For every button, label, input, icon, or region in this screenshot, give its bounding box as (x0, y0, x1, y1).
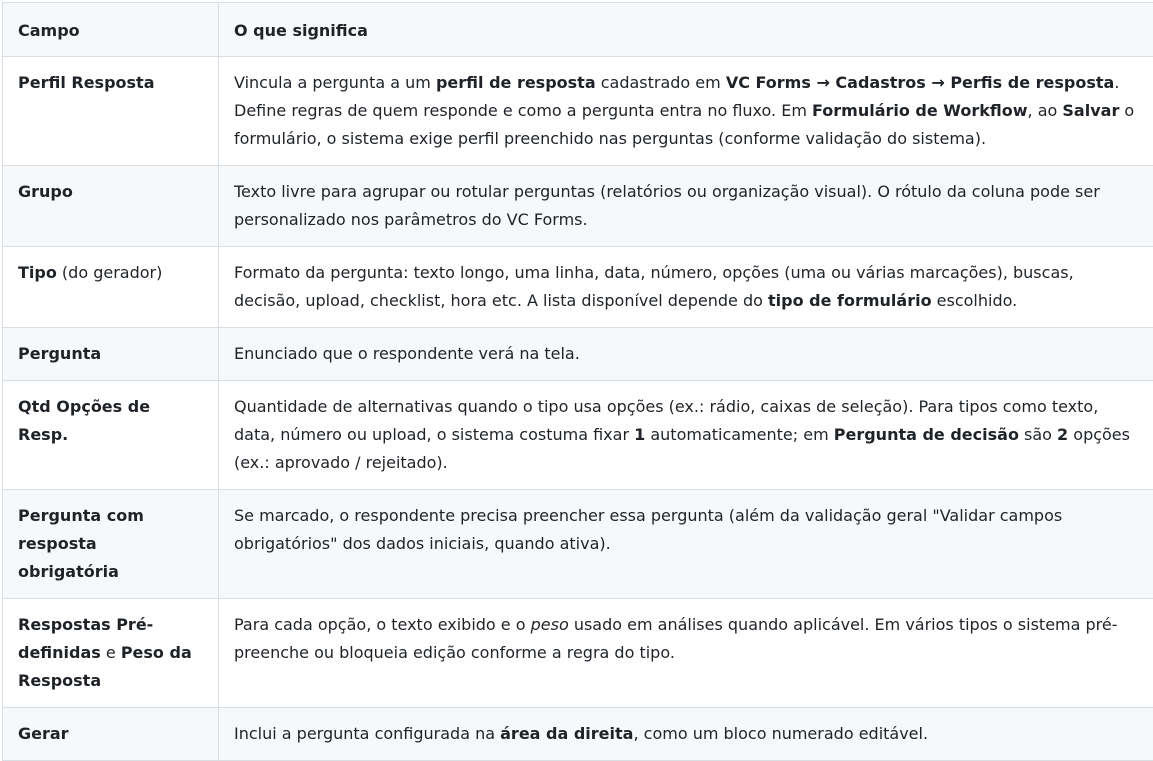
table-row (3, 57, 1153, 166)
field-name: Gerar (18, 724, 69, 743)
description-bold-text: Salvar (1062, 101, 1119, 120)
field-name: Pergunta com resposta obrigatória (18, 506, 144, 581)
description-text: Vincula a pergunta a um (234, 73, 436, 92)
description-text: Para cada opção, o texto exibido e o (234, 615, 531, 634)
description-italic-text: peso (531, 615, 569, 634)
field-description-cell (219, 490, 1153, 599)
field-description-cell (219, 381, 1153, 490)
field-name-connector: e (101, 643, 121, 662)
fields-table (2, 2, 1153, 761)
description-text: usado em análises quando aplicável. Em vários tipos o sistema pré-preenche ou bloqueia edição conforme a regra do tipo. (234, 615, 1118, 662)
field-name: Grupo (18, 182, 73, 201)
description-text: , ao (1028, 101, 1063, 120)
description-text: Formato da pergunta: texto longo, uma linha, data, número, opções (uma ou várias marcações), buscas, decisão, upload, checklist, hora etc. A lista disponível depende do (234, 263, 1074, 310)
field-name: Perfil Resposta (18, 73, 155, 92)
field-description-cell (219, 57, 1153, 166)
field-name: Respostas Pré-definidas (18, 615, 153, 662)
field-name-cell (3, 381, 219, 490)
field-name-cell (3, 57, 219, 166)
field-name-cell (3, 328, 219, 381)
description-text: cadastrado em (596, 73, 726, 92)
field-description-cell (219, 166, 1153, 247)
table-row (3, 247, 1153, 328)
table-row (3, 381, 1153, 490)
header-campo: Campo (3, 3, 219, 57)
field-name-suffix: (do gerador) (57, 263, 163, 282)
field-name-cell (3, 599, 219, 708)
field-description-cell (219, 247, 1153, 328)
field-name: Tipo (18, 263, 57, 282)
description-bold-text: 1 (634, 425, 645, 444)
description-bold-text: área da direita (500, 724, 633, 743)
field-name-cell (3, 490, 219, 599)
field-name-cell (3, 247, 219, 328)
table-row (3, 599, 1153, 708)
description-bold-text: Formulário de Workflow (812, 101, 1028, 120)
field-name: Pergunta (18, 344, 101, 363)
description-text: , como um bloco numerado editável. (633, 724, 928, 743)
table-row (3, 328, 1153, 381)
description-bold-text: VC Forms → Cadastros → Perfis de resposta (726, 73, 1115, 92)
fields-table-container (2, 2, 1153, 761)
field-description-cell (219, 708, 1153, 761)
field-name: Qtd Opções de Resp. (18, 397, 150, 444)
description-text: Inclui a pergunta configurada na (234, 724, 500, 743)
description-bold-text: 2 (1057, 425, 1068, 444)
description-text: escolhido. (932, 291, 1018, 310)
description-text: automaticamente; em (645, 425, 833, 444)
description-text: Texto livre para agrupar ou rotular perguntas (relatórios ou organização visual). O rótulo da coluna pode ser personalizado nos parâmetros do VC Forms. (234, 182, 1100, 229)
field-name-end: Peso da Resposta (18, 643, 192, 690)
field-name-cell (3, 166, 219, 247)
description-text: Enunciado que o respondente verá na tela. (234, 344, 580, 363)
table-row (3, 166, 1153, 247)
description-text: são (1019, 425, 1057, 444)
table-row (3, 708, 1153, 761)
description-bold-text: Pergunta de decisão (834, 425, 1019, 444)
field-description-cell (219, 599, 1153, 708)
table-row (3, 490, 1153, 599)
description-text: opções (ex.: aprovado / rejeitado). (234, 425, 1130, 472)
description-text: Quantidade de alternativas quando o tipo usa opções (ex.: rádio, caixas de seleção). Para tipos como texto, data, número ou upload, o sistema costuma fixar (234, 397, 1098, 444)
header-significado: O que significa (219, 3, 1153, 57)
description-text: o formulário, o sistema exige perfil preenchido nas perguntas (conforme validação do sistema). (234, 101, 1134, 148)
description-text: Se marcado, o respondente precisa preencher essa pergunta (além da validação geral "Validar campos obrigatórios" dos dados iniciais, quando ativa). (234, 506, 1062, 553)
field-name-cell (3, 708, 219, 761)
field-description-cell (219, 328, 1153, 381)
description-bold-text: tipo de formulário (768, 291, 932, 310)
table-header-row (3, 3, 1153, 57)
description-text: . Define regras de quem responde e como a pergunta entra no fluxo. Em (234, 73, 1119, 120)
description-bold-text: perfil de resposta (436, 73, 596, 92)
